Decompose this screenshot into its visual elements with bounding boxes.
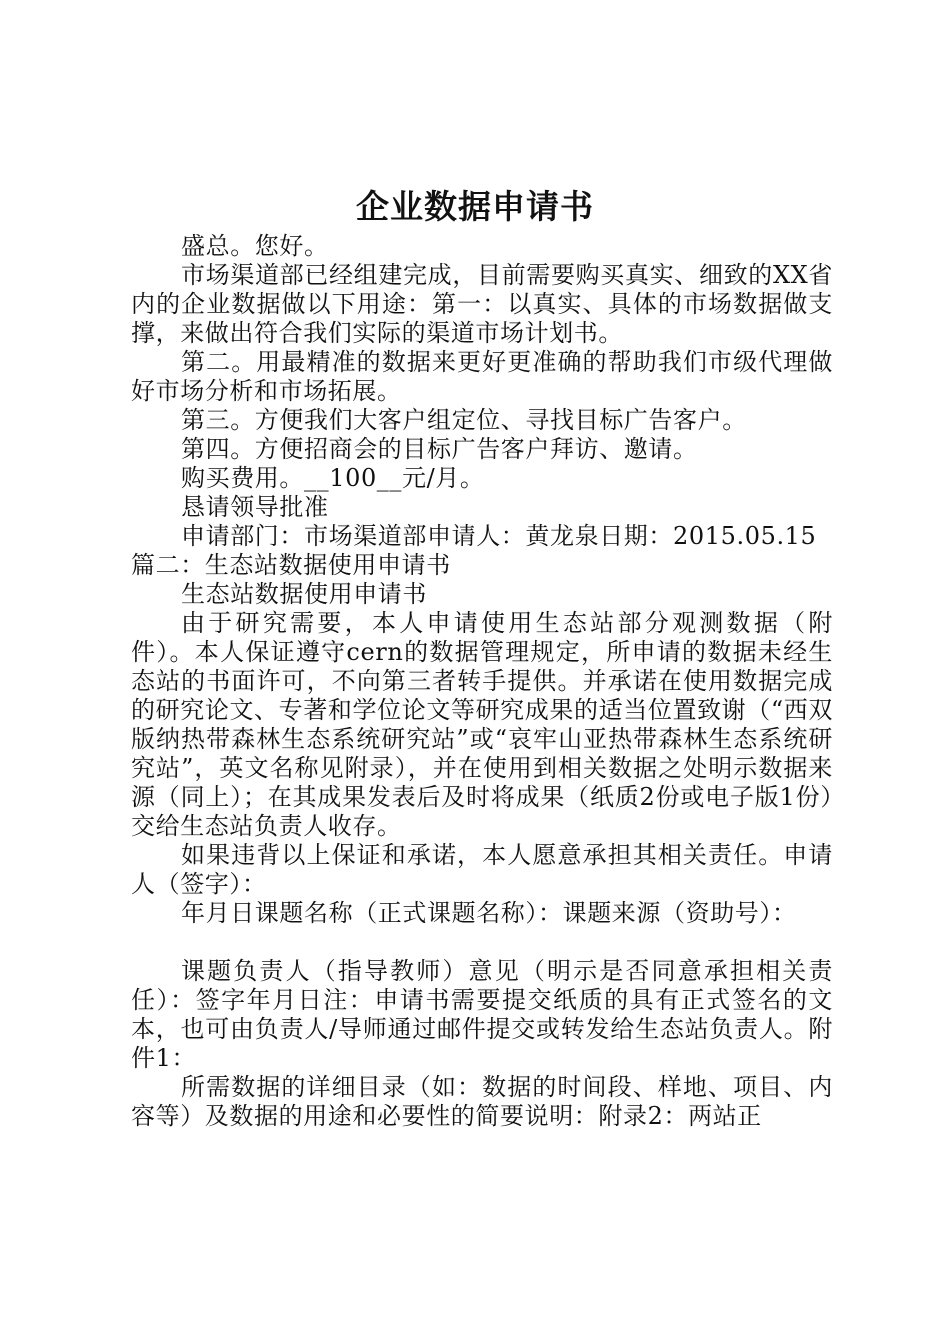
section-two-title: 生态站数据使用申请书 (181, 580, 427, 608)
third-purpose-paragraph: 第三。方便我们大客户组定位、寻找目标广告客户。 (181, 406, 747, 434)
document-title: 企业数据申请书 (356, 187, 594, 226)
cost-paragraph: 购买费用。__100__元/月。 (181, 464, 485, 492)
blank-line (131, 928, 833, 957)
section-two-heading: 篇二：生态站数据使用申请书 (131, 551, 451, 579)
research-statement-paragraph: 由于研究需要，本人申请使用生态站部分观测数据（附件）。本人保证遵守cern的数据管理规定，所申请的数据未经生态站的书面许可，不向第三者转手提供。并承诺在使用数据完成的研究论文、专著和学位论文等研究成果的适当位置致谢（“西双版纳热带森林生态系统研究站”或“哀牢山亚热带森林生态系统研究站”，英文名称见附录），并在使用到相关数据之处明示数据来源（同上）；在其成果发表后及时将成果（纸质2份或电子版1份）交给生态站负责人收存。 (131, 609, 833, 840)
document-body (131, 232, 833, 1131)
second-purpose-paragraph: 第二。用最精准的数据来更好更准确的帮助我们市级代理做好市场分析和市场拓展。 (131, 348, 833, 405)
approval-request-paragraph: 恳请领导批准 (181, 493, 329, 521)
supervisor-opinion-paragraph: 课题负责人（指导教师）意见（明示是否同意承担相关责任）：签字年月日注：申请书需要提交纸质的具有正式签名的文本，也可由负责人/导师通过邮件提交或转发给生态站负责人。附件1： (131, 957, 833, 1072)
responsibility-paragraph: 如果违背以上保证和承诺，本人愿意承担其相关责任。申请人（签字）： (131, 841, 833, 898)
fourth-purpose-paragraph: 第四。方便招商会的目标广告客户拜访、邀请。 (181, 435, 698, 463)
greeting-paragraph: 盛总。您好。 (181, 232, 329, 260)
purpose-paragraph: 市场渠道部已经组建完成，目前需要购买真实、细致的XX省内的企业数据做以下用途：第一：以真实、具体的市场数据做支撑，来做出符合我们实际的渠道市场计划书。 (131, 261, 833, 347)
project-info-paragraph: 年月日课题名称（正式课题名称）：课题来源（资助号）： (181, 899, 797, 927)
data-catalog-paragraph: 所需数据的详细目录（如：数据的时间段、样地、项目、内容等）及数据的用途和必要性的简要说明：附录2：两站正 (131, 1073, 833, 1130)
applicant-info-paragraph: 申请部门：市场渠道部申请人：黄龙泉日期：2015.05.15 (181, 522, 817, 550)
